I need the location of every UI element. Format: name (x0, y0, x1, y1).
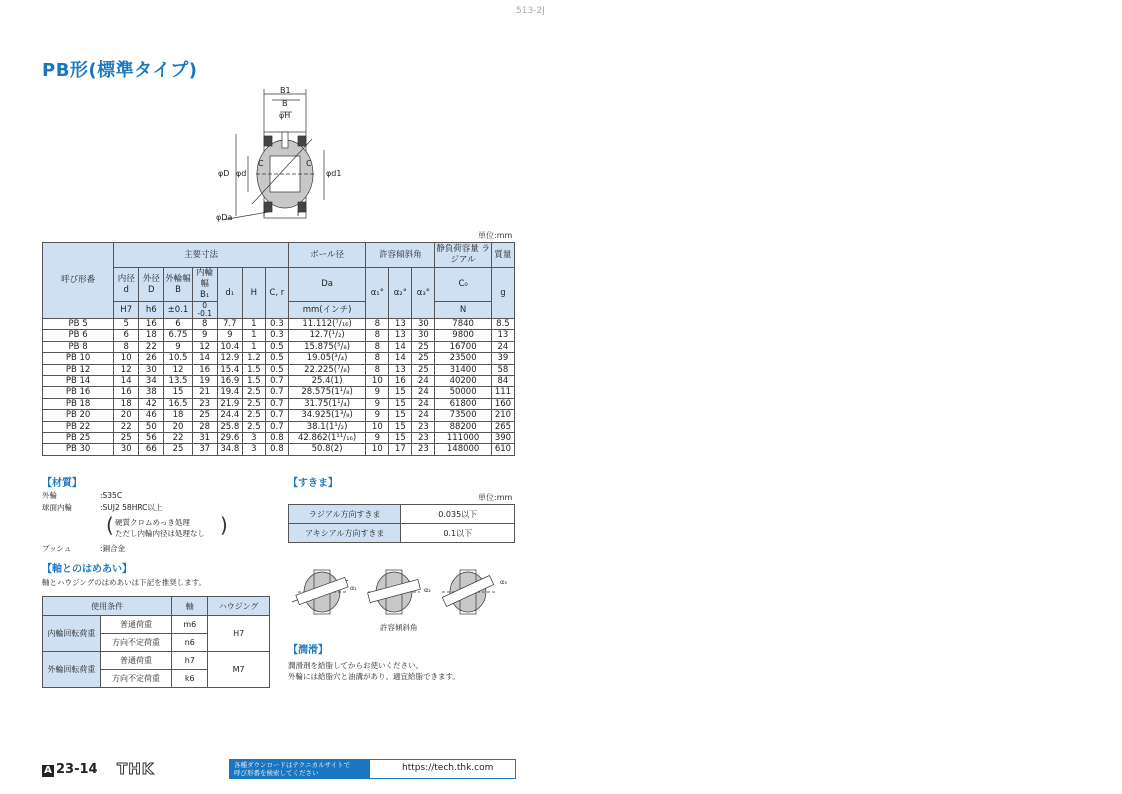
spec-value-cell: 15 (389, 410, 412, 421)
spec-value-cell: 14 (192, 353, 217, 364)
spec-value-cell: 15 (164, 387, 192, 398)
clearance-axial-label: アキシアル方向すきま (289, 524, 401, 543)
sub-D: 外径 (142, 273, 160, 284)
spec-model-cell: PB 25 (43, 433, 114, 444)
spec-model-cell: PB 22 (43, 421, 114, 432)
spec-value-cell: 31.75(1¹/₄) (288, 398, 365, 409)
spec-value-cell: 20 (164, 421, 192, 432)
header-model: 呼び形番 (43, 243, 114, 319)
label-d1: φd1 (326, 169, 342, 178)
spec-value-cell: 9800 (435, 330, 492, 341)
tol-B: ±0.1 (164, 302, 192, 319)
spec-value-cell: 50 (139, 421, 164, 432)
spec-row (43, 376, 515, 387)
spec-value-cell: 8 (366, 341, 389, 352)
tilt-a1: α₁ (350, 584, 357, 592)
spec-value-cell: 23 (412, 433, 435, 444)
spec-value-cell: 9 (366, 410, 389, 421)
spec-value-cell: 8 (192, 319, 217, 330)
fit-g1-house: H7 (208, 616, 270, 652)
fit-r1-indef: 方向不定荷重 (100, 634, 172, 652)
spec-value-cell: 16 (114, 387, 139, 398)
clearance-unit: 単位:mm (478, 493, 513, 502)
spec-value-cell: 2.5 (242, 398, 265, 409)
spec-value-cell: 24.4 (217, 410, 242, 421)
spec-value-cell: 8 (366, 353, 389, 364)
tol-D: h6 (139, 302, 164, 319)
spec-row (43, 364, 515, 375)
spec-value-cell: 13 (389, 330, 412, 341)
spec-value-cell: 0.5 (265, 364, 288, 375)
label-b: B (282, 99, 288, 108)
clearance-radial-value: 0.035以下 (401, 505, 515, 524)
spec-value-cell: 38.1(1¹/₂) (288, 421, 365, 432)
page-title: PB形(標準タイプ) (42, 60, 198, 81)
spec-value-cell: 15 (389, 387, 412, 398)
fit-g1-normal: m6 (172, 616, 208, 634)
spec-value-cell: 40200 (435, 376, 492, 387)
spec-value-cell: 38 (139, 387, 164, 398)
spec-value-cell: 16700 (435, 341, 492, 352)
spec-value-cell: 23 (412, 421, 435, 432)
spec-value-cell: 22.225(⁷/₈) (288, 364, 365, 375)
spec-value-cell: 12 (192, 341, 217, 352)
spec-model-cell: PB 20 (43, 410, 114, 421)
sym-H: H (242, 268, 265, 319)
spec-value-cell: 18 (114, 398, 139, 409)
label-da: φDa (216, 213, 233, 222)
spec-value-cell: 7840 (435, 319, 492, 330)
fit-r2-indef: 方向不定荷重 (100, 670, 172, 688)
tilt-angle-diagram (288, 562, 516, 620)
spec-value-cell: 42 (139, 398, 164, 409)
fit-g1-indef: n6 (172, 634, 208, 652)
download-line1: 各種ダウンロードはテクニカルサイトで (234, 761, 351, 769)
lubrication-line1: 潤滑剤を給脂してからお使いください。 (288, 661, 423, 670)
spec-value-cell: 18 (164, 410, 192, 421)
fit-g2-house: M7 (208, 652, 270, 688)
fit-table (42, 596, 270, 688)
spec-value-cell: 0.7 (265, 421, 288, 432)
spec-value-cell: 14 (114, 376, 139, 387)
spec-value-cell: 5 (114, 319, 139, 330)
label-b1: B1 (280, 86, 291, 95)
spec-value-cell: 10 (366, 421, 389, 432)
clearance-heading: 【すきま】 (288, 478, 338, 489)
spec-value-cell: 8 (366, 364, 389, 375)
label-c-left: C (258, 159, 264, 168)
spec-row (43, 330, 515, 341)
fit-group-inner: 内輪回転荷重 (43, 616, 101, 652)
sym-B1: B₁ (200, 290, 210, 300)
spec-value-cell: 2.5 (242, 421, 265, 432)
spec-value-cell: 14 (389, 353, 412, 364)
sym-Cr: C, r (265, 268, 288, 319)
spec-value-cell: 39 (491, 353, 514, 364)
material-bush-label: ブッシュ (42, 544, 72, 553)
spec-value-cell: 1.2 (242, 353, 265, 364)
sym-g: g (491, 268, 514, 319)
spec-model-cell: PB 16 (43, 387, 114, 398)
spec-value-cell: 12.9 (217, 353, 242, 364)
spec-value-cell: 1 (242, 341, 265, 352)
sym-a2: α₂° (389, 268, 412, 319)
spec-model-cell: PB 10 (43, 353, 114, 364)
tech-site-link[interactable]: https://tech.thk.com (402, 763, 494, 773)
label-h: φH (279, 111, 291, 120)
spec-row (43, 398, 515, 409)
spec-value-cell: 8 (366, 319, 389, 330)
spec-value-cell: 6 (114, 330, 139, 341)
material-inner-label: 球面内輪 (42, 503, 72, 512)
spec-value-cell: 0.3 (265, 330, 288, 341)
label-d-outer: φD (218, 169, 230, 178)
spec-value-cell: 1.5 (242, 376, 265, 387)
fit-h-shaft: 軸 (172, 597, 208, 616)
spec-value-cell: 34.8 (217, 444, 242, 455)
spec-value-cell: 29.6 (217, 433, 242, 444)
material-inner-note2: ただし内輪内径は処理なし (115, 529, 205, 538)
material-bush-value: :銅合金 (100, 544, 126, 553)
spec-value-cell: 31 (192, 433, 217, 444)
spec-row (43, 433, 515, 444)
material-inner-note1: 硬質クロムめっき処理 (115, 518, 190, 527)
unit-C0: N (435, 302, 492, 319)
spec-value-cell: 21.9 (217, 398, 242, 409)
spec-unit: 単位:mm (478, 231, 513, 240)
sub-d: 内径 (117, 273, 135, 284)
fit-g2-normal: h7 (172, 652, 208, 670)
catalog-badge: A (42, 765, 54, 777)
spec-value-cell: 18 (139, 330, 164, 341)
spec-value-cell: 15 (389, 421, 412, 432)
spec-value-cell: 15.4 (217, 364, 242, 375)
spec-row (43, 387, 515, 398)
spec-value-cell: 19.05(³/₄) (288, 353, 365, 364)
spec-value-cell: 111 (491, 387, 514, 398)
spec-value-cell: 610 (491, 444, 514, 455)
spec-model-cell: PB 5 (43, 319, 114, 330)
sym-d1: d₁ (217, 268, 242, 319)
spec-row (43, 319, 515, 330)
spec-value-cell: 8 (366, 330, 389, 341)
spec-value-cell: 24 (491, 341, 514, 352)
spec-value-cell: 23 (412, 444, 435, 455)
download-banner[interactable] (229, 759, 516, 779)
spec-value-cell: 42.862(1¹¹/₁₆) (288, 433, 365, 444)
spec-value-cell: 8 (114, 341, 139, 352)
paren-close: ) (220, 513, 228, 537)
spec-value-cell: 23 (192, 398, 217, 409)
spec-value-cell: 6 (164, 319, 192, 330)
spec-value-cell: 10 (366, 376, 389, 387)
spec-value-cell: 2.5 (242, 410, 265, 421)
spec-value-cell: 13 (389, 319, 412, 330)
tilt-fig-2 (368, 570, 421, 614)
spec-value-cell: 160 (491, 398, 514, 409)
spec-value-cell: 25 (192, 410, 217, 421)
spec-value-cell: 8.5 (491, 319, 514, 330)
spec-value-cell: 84 (491, 376, 514, 387)
spec-value-cell: 9 (366, 387, 389, 398)
spec-value-cell: 1 (242, 330, 265, 341)
download-note (230, 760, 370, 778)
spec-value-cell: 24 (412, 387, 435, 398)
material-outer-value: :S35C (100, 491, 123, 500)
spec-value-cell: 16.9 (217, 376, 242, 387)
spec-value-cell: 25 (412, 353, 435, 364)
spec-value-cell: 16 (192, 364, 217, 375)
spec-value-cell: 0.3 (265, 319, 288, 330)
spec-value-cell: 22 (164, 433, 192, 444)
spec-value-cell: 50.8(2) (288, 444, 365, 455)
spec-value-cell: 25.8 (217, 421, 242, 432)
spec-value-cell: 31400 (435, 364, 492, 375)
spec-value-cell: 15 (389, 433, 412, 444)
spec-value-cell: 12 (164, 364, 192, 375)
sym-Da: Da (288, 268, 365, 302)
fit-g2-indef: k6 (172, 670, 208, 688)
spec-value-cell: 21 (192, 387, 217, 398)
spec-value-cell: 13.5 (164, 376, 192, 387)
sym-a1: α₁° (366, 268, 389, 319)
fit-h-housing: ハウジング (208, 597, 270, 616)
spec-value-cell: 58 (491, 364, 514, 375)
lubrication-line2: 外輪には給脂穴と油溝があり、適宜給脂できます。 (288, 672, 460, 681)
spec-value-cell: 25.4(1) (288, 376, 365, 387)
label-c-right: C (306, 159, 312, 168)
spec-value-cell: 1.5 (242, 364, 265, 375)
spec-value-cell: 9 (217, 330, 242, 341)
spec-model-cell: PB 8 (43, 341, 114, 352)
spec-value-cell: 12.7(¹/₂) (288, 330, 365, 341)
spec-value-cell: 16 (389, 376, 412, 387)
spec-value-cell: 10 (114, 353, 139, 364)
spec-value-cell: 34 (139, 376, 164, 387)
spec-value-cell: 34.925(1³/₈) (288, 410, 365, 421)
spec-value-cell: 25 (412, 364, 435, 375)
page-reference: 513-2J (516, 6, 545, 16)
spec-row (43, 421, 515, 432)
spec-value-cell: 11.112(⁷/₁₆) (288, 319, 365, 330)
label-r2: r (297, 209, 301, 218)
spec-value-cell: 10.5 (164, 353, 192, 364)
tilt-a2: α₂ (424, 586, 431, 594)
fit-heading: 【軸とのはめあい】 (42, 564, 132, 575)
spec-value-cell: 30 (412, 330, 435, 341)
paren-open: ( (106, 513, 114, 537)
spec-value-cell: 24 (412, 398, 435, 409)
header-load: 静負荷容量 ラジアル (435, 243, 492, 268)
spec-value-cell: 3 (242, 433, 265, 444)
spec-value-cell: 20 (114, 410, 139, 421)
spec-value-cell: 1 (242, 319, 265, 330)
spec-value-cell: 12 (114, 364, 139, 375)
spec-value-cell: 0.7 (265, 387, 288, 398)
spec-value-cell: 10 (366, 444, 389, 455)
spec-value-cell: 19 (192, 376, 217, 387)
spec-value-cell: 26 (139, 353, 164, 364)
spec-value-cell: 210 (491, 410, 514, 421)
spec-row (43, 444, 515, 455)
spec-value-cell: 56 (139, 433, 164, 444)
spec-value-cell: 9 (192, 330, 217, 341)
spec-value-cell: 0.5 (265, 341, 288, 352)
spec-value-cell: 0.8 (265, 444, 288, 455)
spec-value-cell: 9 (366, 398, 389, 409)
spec-value-cell: 25 (412, 341, 435, 352)
spec-value-cell: 15 (389, 398, 412, 409)
sym-C0: C₀ (435, 268, 492, 302)
spec-value-cell: 10.4 (217, 341, 242, 352)
spec-value-cell: 50000 (435, 387, 492, 398)
header-tilt: 許容傾斜角 (366, 243, 435, 268)
spec-value-cell: 30 (139, 364, 164, 375)
spec-value-cell: 9 (366, 433, 389, 444)
spec-row (43, 410, 515, 421)
spec-value-cell: 88200 (435, 421, 492, 432)
spec-value-cell: 0.7 (265, 410, 288, 421)
spec-value-cell: 265 (491, 421, 514, 432)
spec-model-cell: PB 6 (43, 330, 114, 341)
tol-B1-top: 0 (202, 301, 208, 310)
spec-value-cell: 0.7 (265, 398, 288, 409)
bearing-section-diagram (212, 84, 352, 226)
spec-value-cell: 3 (242, 444, 265, 455)
spec-value-cell: 111000 (435, 433, 492, 444)
tilt-fig-3 (442, 570, 496, 614)
spec-value-cell: 28 (192, 421, 217, 432)
tilt-caption: 許容傾斜角 (380, 623, 418, 632)
spec-value-cell: 25 (114, 433, 139, 444)
clearance-radial-label: ラジアル方向すきま (289, 505, 401, 524)
spec-row (43, 353, 515, 364)
spec-value-cell: 0.5 (265, 353, 288, 364)
label-d-inner: φd (236, 169, 247, 178)
sub-B: 外輪幅 (165, 273, 191, 284)
spec-value-cell: 22 (139, 341, 164, 352)
spec-value-cell: 148000 (435, 444, 492, 455)
clearance-table (288, 504, 515, 543)
spec-model-cell: PB 12 (43, 364, 114, 375)
spec-model-cell: PB 18 (43, 398, 114, 409)
spec-value-cell: 17 (389, 444, 412, 455)
material-heading: 【材質】 (42, 478, 82, 489)
spec-value-cell: 24 (412, 410, 435, 421)
material-inner-value: :SUJ2 58HRC以上 (100, 503, 163, 512)
spec-value-cell: 7.7 (217, 319, 242, 330)
spec-value-cell: 73500 (435, 410, 492, 421)
header-mass: 質量 (491, 243, 514, 268)
fit-h-cond: 使用条件 (43, 597, 172, 616)
spec-value-cell: 14 (389, 341, 412, 352)
spec-value-cell: 46 (139, 410, 164, 421)
spec-model-cell: PB 30 (43, 444, 114, 455)
tol-d: H7 (114, 302, 139, 319)
label-r1: r (263, 209, 267, 218)
spec-value-cell: 0.8 (265, 433, 288, 444)
spec-value-cell: 13 (389, 364, 412, 375)
spec-value-cell: 23500 (435, 353, 492, 364)
tilt-fig-1 (292, 570, 348, 614)
spec-value-cell: 6.75 (164, 330, 192, 341)
download-line2: 呼び形番を検索してください (234, 769, 319, 777)
spec-value-cell: 30 (114, 444, 139, 455)
fit-group-outer: 外輪回転荷重 (43, 652, 101, 688)
spec-value-cell: 16.5 (164, 398, 192, 409)
material-outer-label: 外輪 (42, 491, 57, 500)
lubrication-heading: 【潤滑】 (288, 645, 328, 656)
spec-value-cell: 25 (164, 444, 192, 455)
sym-B: B (175, 284, 181, 295)
tol-B1-bot: -0.1 (197, 309, 212, 318)
fit-description: 軸とハウジングのはめあいは下記を推奨します。 (42, 578, 207, 587)
thk-logo: THK (117, 760, 155, 778)
spec-model-cell: PB 14 (43, 376, 114, 387)
page-number-text: 23-14 (56, 762, 98, 777)
spec-value-cell: 15.875(⁵/₈) (288, 341, 365, 352)
spec-value-cell: 30 (412, 319, 435, 330)
page-number (42, 762, 98, 777)
spec-table (42, 242, 515, 456)
spec-value-cell: 28.575(1¹/₈) (288, 387, 365, 398)
sym-D: D (148, 284, 155, 295)
sub-B1: 内輪幅 (196, 268, 214, 289)
clearance-axial-value: 0.1以下 (401, 524, 515, 543)
spec-value-cell: 37 (192, 444, 217, 455)
sym-a3: α₃° (412, 268, 435, 319)
unit-Da: mm(インチ) (288, 302, 365, 319)
spec-value-cell: 2.5 (242, 387, 265, 398)
tilt-a3: α₃ (500, 578, 507, 586)
header-ball: ボール径 (288, 243, 365, 268)
fit-r1-normal: 普通荷重 (100, 616, 172, 634)
spec-value-cell: 22 (114, 421, 139, 432)
spec-row (43, 341, 515, 352)
spec-value-cell: 24 (412, 376, 435, 387)
fit-r2-normal: 普通荷重 (100, 652, 172, 670)
spec-value-cell: 19.4 (217, 387, 242, 398)
spec-value-cell: 66 (139, 444, 164, 455)
header-main-dims: 主要寸法 (114, 243, 289, 268)
spec-value-cell: 13 (491, 330, 514, 341)
spec-value-cell: 16 (139, 319, 164, 330)
spec-value-cell: 9 (164, 341, 192, 352)
spec-value-cell: 0.7 (265, 376, 288, 387)
spec-value-cell: 390 (491, 433, 514, 444)
spec-value-cell: 61800 (435, 398, 492, 409)
sym-d: d (123, 284, 129, 295)
